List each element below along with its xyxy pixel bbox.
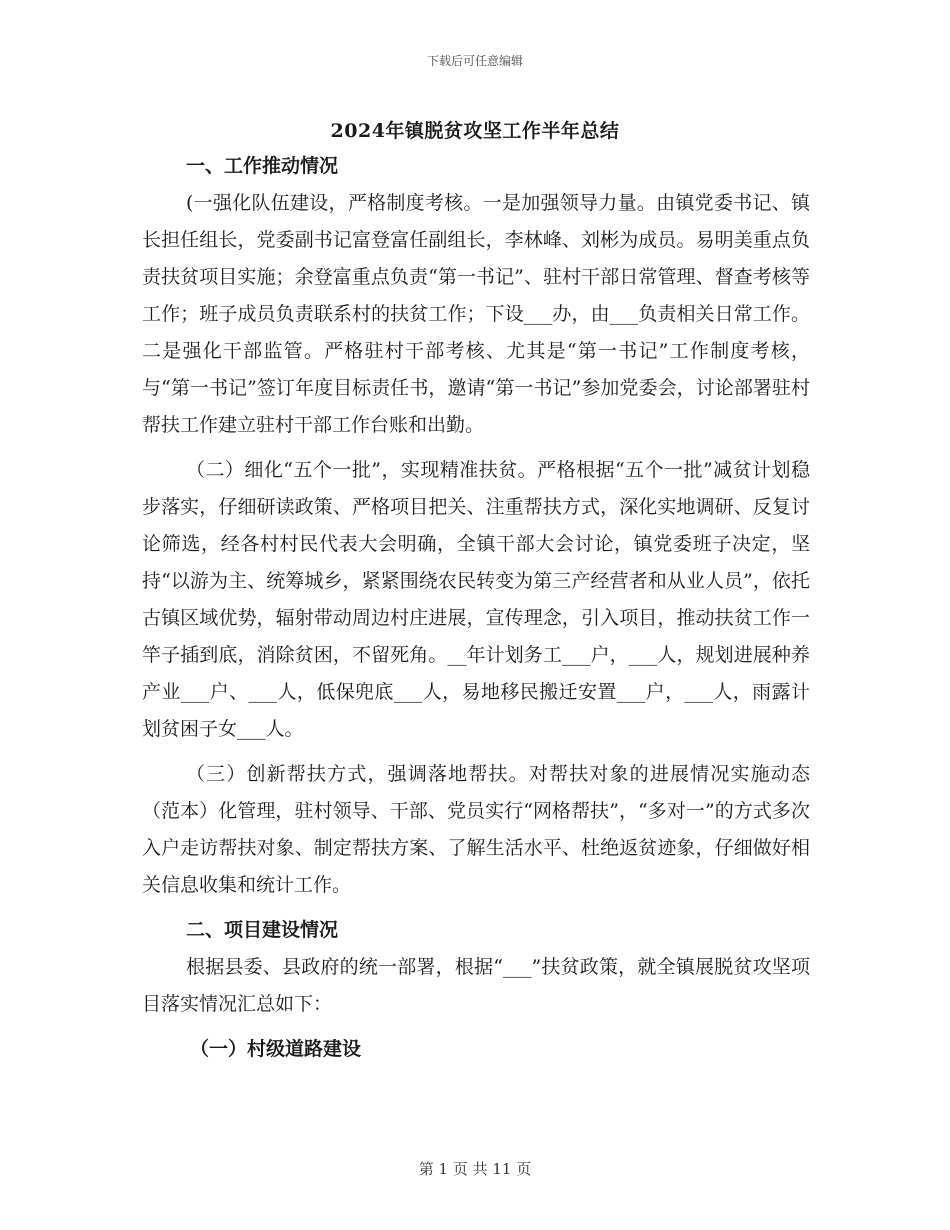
section-heading-1: 一、工作推动情况 — [186, 155, 339, 177]
paragraph-2: （二）细化“五个一批”，实现精准扶贫。严格根据“五个一批”减贫计划稳步落实，仔细研读政策、严格项目把关、注重帮扶方式，深化实地调研、反复讨论筛选，经各村村民代表大会明确，全镇干部大会讨论，镇党委班子决定，坚持“以游为主、统筹城乡，紧紧围绕农民转变为第三产经营者和从业人员”，依托古镇区域优势，辐射带动周边村庄进展，宣传理念，引入项目，推动扶贫工作一竿子插到底，消除贫困，不留死角。__年计划务工___户，___人，规划进展种养产业___户、___人，低保兜底___人，易地移民搬迁安置___户，___人，雨露计划贫困子女___人。 — [142, 459, 810, 740]
page-header-note: 下载后可任意编辑 — [426, 54, 523, 68]
document-title: 2024年镇脱贫攻坚工作半年总结 — [330, 120, 620, 142]
paragraph-4: 根据县委、县政府的统一部署，根据“___”扶贫政策，就全镇展脱贫攻坚项目落实情况汇总如下： — [142, 956, 810, 1015]
paragraph-1: (一强化队伍建设，严格制度考核。一是加强领导力量。由镇党委书记、镇长担任组长，党委副书记富登富任副组长，李林峰、刘彬为成员。易明美重点负责扶贫项目实施；余登富重点负责“第一书记”、驻村干部日常管理、督查考核等工作；班子成员负责联系村的扶贫工作；下设___办，由___负责相关日常工作。二是强化干部监管。严格驻村干部考核、尤其是“第一书记”工作制度考核，与“第一书记”签订年度目标责任书，邀请“第一书记”参加党委会，讨论部署驻村帮扶工作建立驻村干部工作台账和出勤。 — [142, 192, 810, 436]
subsection-heading-1: （一）村级道路建设 — [190, 1038, 362, 1060]
section-heading-2: 二、项目建设情况 — [186, 919, 339, 941]
document-body — [142, 148, 810, 1068]
page-number: 第 1 页 共 11 页 — [418, 1160, 532, 1178]
paragraph-3: （三）创新帮扶方式，强调落地帮扶。对帮扶对象的进展情况实施动态（范本）化管理，驻村领导、干部、党员实行“网格帮扶”，“多对一”的方式多次入户走访帮扶对象、制定帮扶方案、了解生活水平、杜绝返贫迹象，仔细做好相关信息收集和统计工作。 — [142, 763, 810, 896]
